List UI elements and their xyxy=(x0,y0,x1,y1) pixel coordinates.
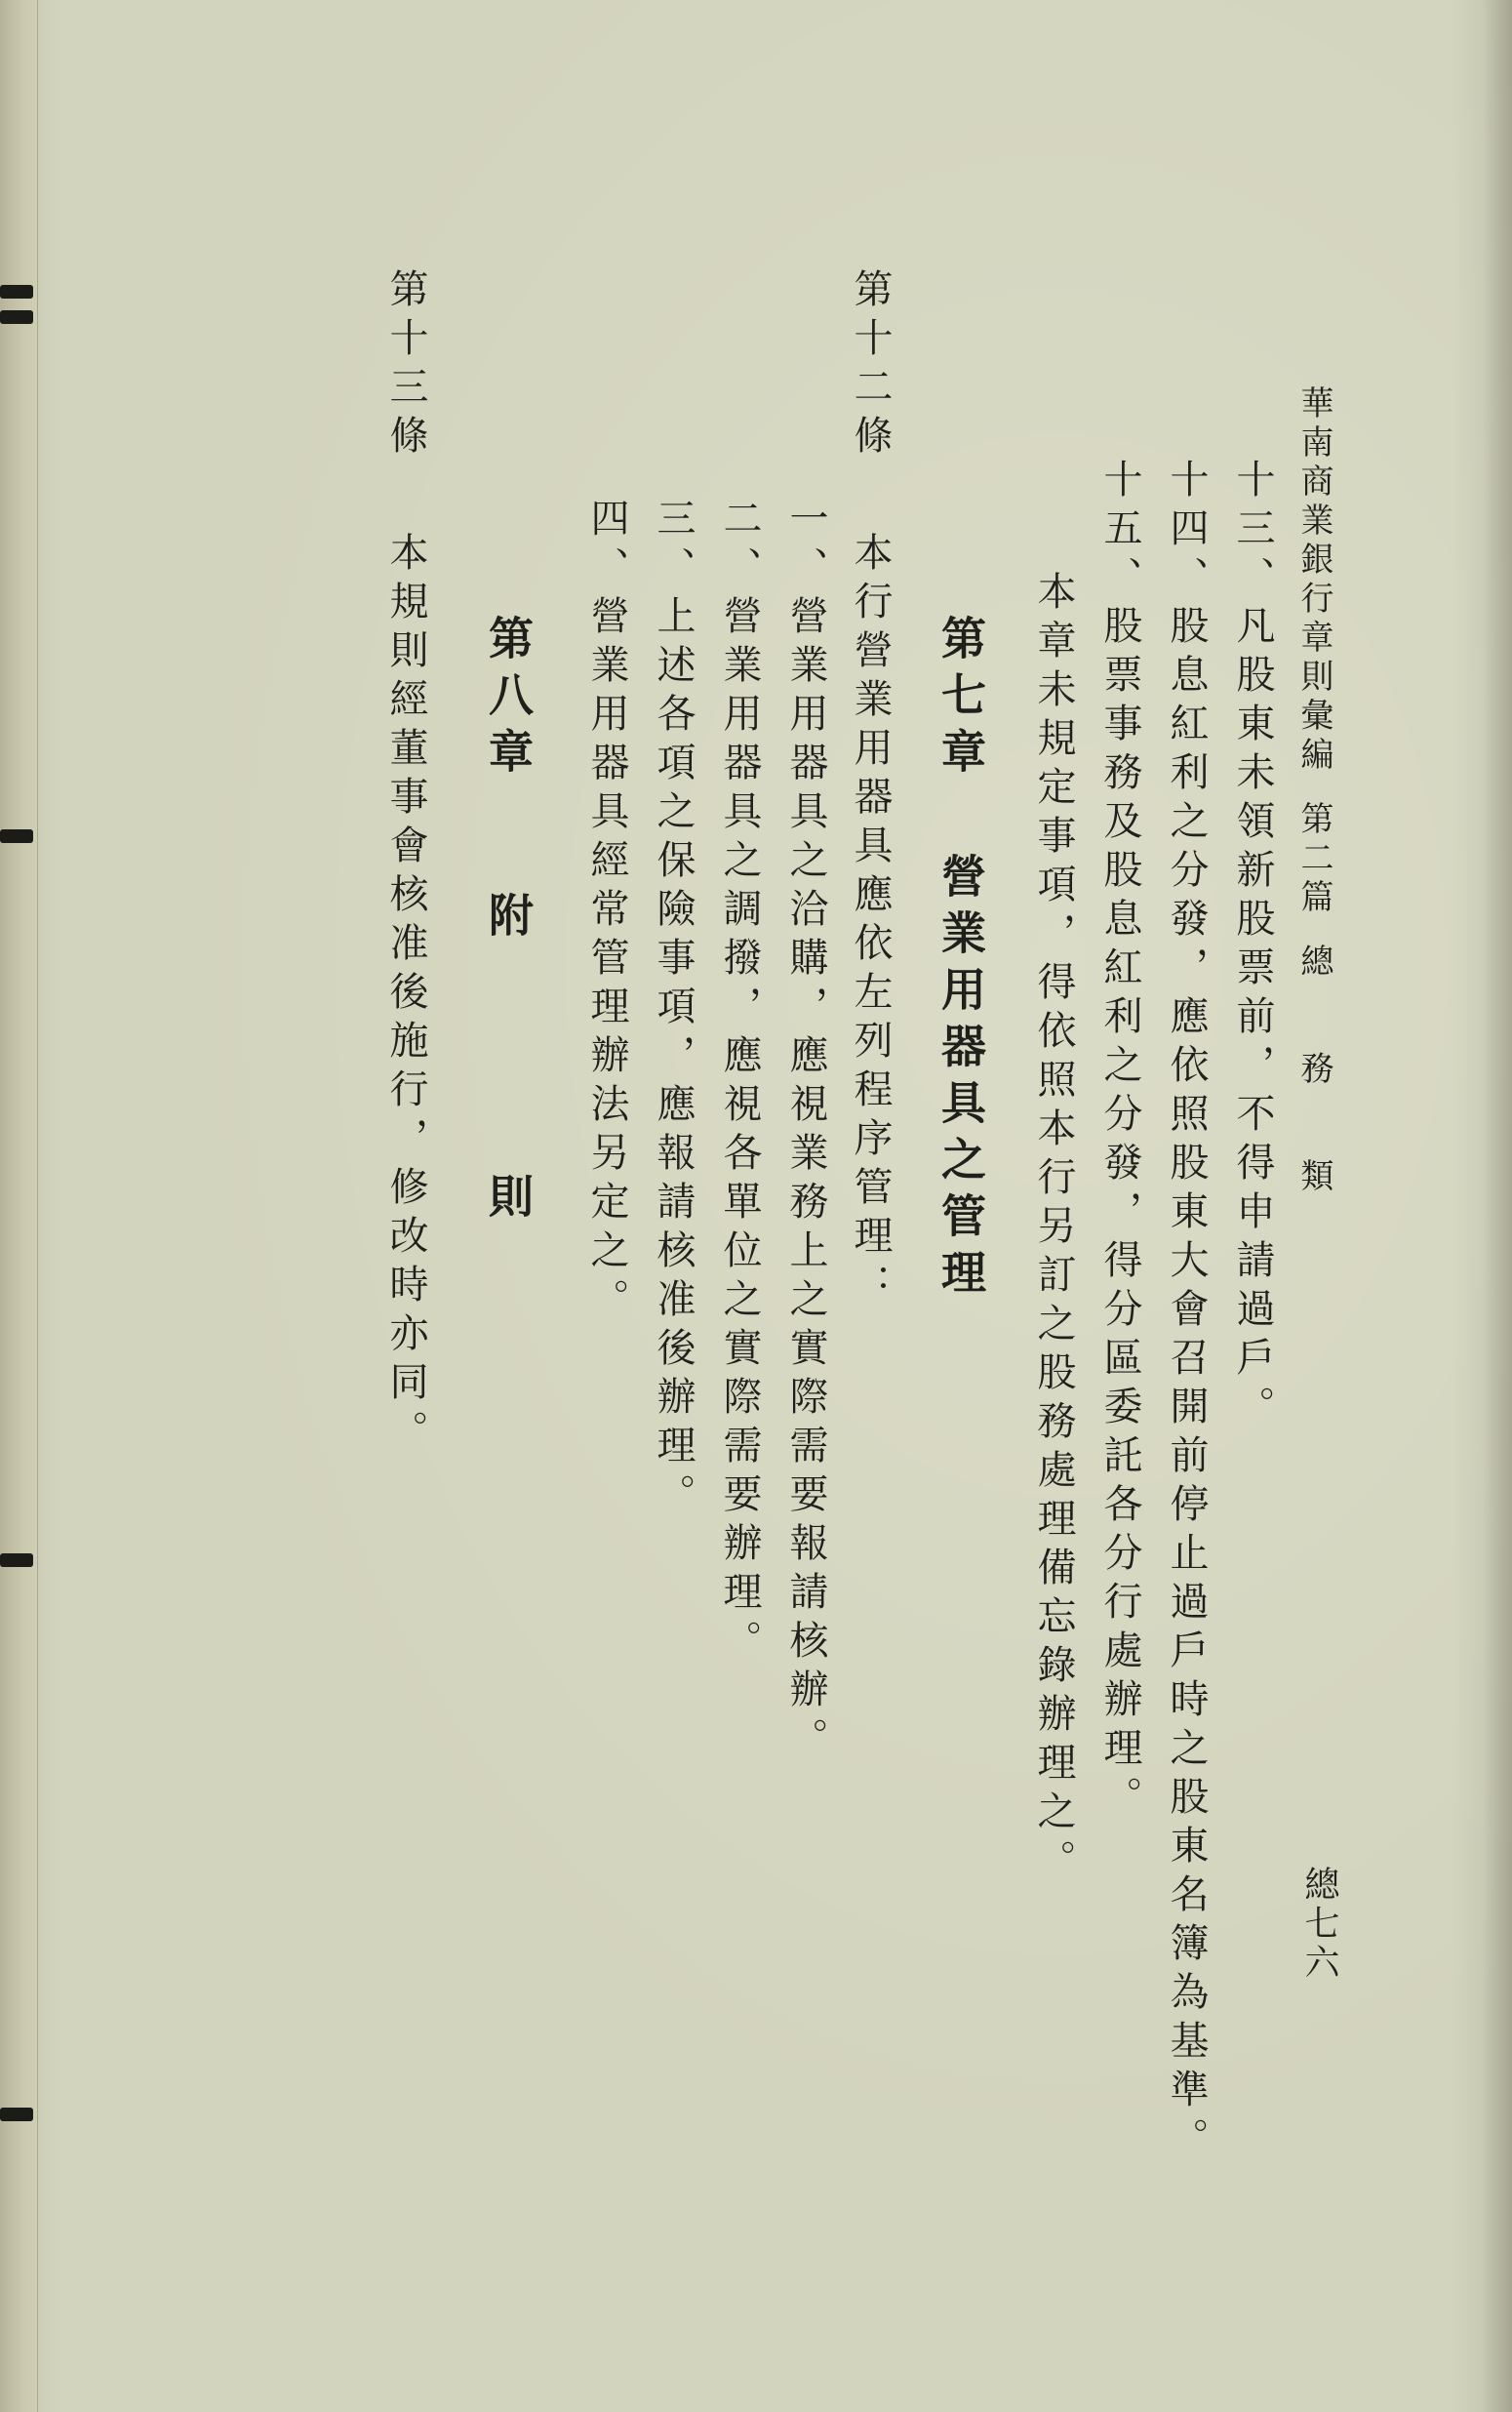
category-char: 務 xyxy=(1294,1051,1333,1090)
binding-stitch xyxy=(0,2108,33,2121)
list-item: 十三、凡股東未領新股票前，不得申請過戶。 xyxy=(1230,459,1275,1434)
chapter-note: 本章未規定事項，得依照本行另訂之股務處理備忘錄辦理之。 xyxy=(1031,571,1076,1888)
chapter-title: 營業用器具之管理 xyxy=(935,853,987,1306)
list-item: 四、營業用器具經常管理辦法另定之。 xyxy=(584,498,629,1327)
list-item: 十五、股票事務及股息紅利之分發，得分區委託各分行處辦理。 xyxy=(1097,459,1142,1825)
article-text xyxy=(848,268,893,1312)
chapter-heading xyxy=(935,615,987,1306)
article-body: 本規則經董事會核准後施行，修改時亦同。 xyxy=(383,532,428,1459)
chapter-title: 則 xyxy=(482,1173,535,1229)
book-title: 華南商業銀行章則彙編 xyxy=(1294,385,1333,776)
binding-stitch xyxy=(0,285,33,299)
binding-strip xyxy=(0,0,38,2412)
article-text xyxy=(383,268,428,1459)
chapter-label: 第八章 xyxy=(482,615,535,784)
article-body: 本行營業用器具應依左列程序管理： xyxy=(848,532,893,1312)
page-edge-shadow xyxy=(1483,0,1512,2412)
chapter-title: 附 xyxy=(482,892,535,948)
chapter-heading xyxy=(482,615,535,1229)
list-item: 二、營業用器具之調撥，應視各單位之實際需要辦理。 xyxy=(717,498,762,1668)
binding-stitch xyxy=(0,829,33,843)
page-number: 總七六 xyxy=(1299,1866,1339,1983)
article-label: 第十三條 xyxy=(383,268,428,463)
part-label: 第二篇 xyxy=(1294,801,1333,918)
binding-stitch xyxy=(0,310,33,324)
running-header xyxy=(1294,385,1333,1197)
chapter-label: 第七章 xyxy=(935,615,987,784)
list-item: 一、營業用器具之洽購，應視業務上之實際需要報請核辦。 xyxy=(783,498,828,1766)
binding-stitch xyxy=(0,1553,33,1567)
article-label: 第十二條 xyxy=(848,268,893,463)
category-char: 總 xyxy=(1294,944,1333,983)
list-item: 十四、股息紅利之分發，應依照股東大會召開前停止過戶時之股東名簿為基準。 xyxy=(1164,459,1209,2166)
category-char: 類 xyxy=(1294,1158,1333,1197)
list-item: 三、上述各項之保險事項，應報請核准後辦理。 xyxy=(651,498,696,1522)
